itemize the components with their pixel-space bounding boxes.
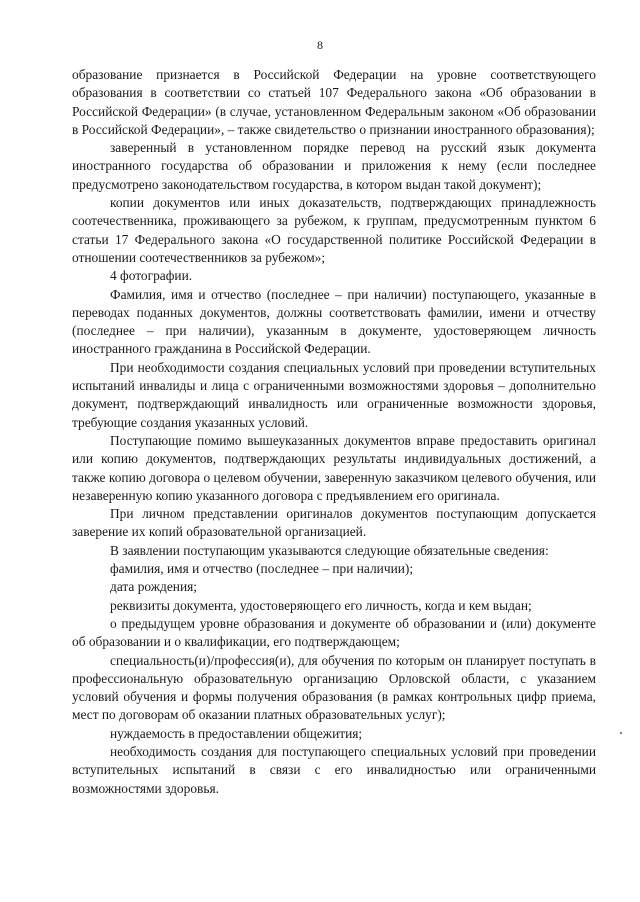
paragraph: заверенный в установленном порядке перевод на русский язык документа иностранного государства об образовании и приложения к нему (если последнее предусмотрено законодательством государства, в котором выдан такой документ); (72, 140, 596, 192)
paragraph: 4 фотографии. (110, 268, 193, 284)
paragraph: В заявлении поступающим указываются следующие обязательные сведения: (110, 542, 549, 558)
paragraph: Поступающие помимо вышеуказанных документов вправе предоставить оригинал или копию документов, подтверждающих результаты индивидуальных достижений, а также копию договора о целевом обучении, заверенную заказчиком целевого обучения, или незаверенную копию указанного договора с предъявлением его оригинала. (72, 432, 596, 503)
paragraph: реквизиты документа, удостоверяющего его личность, когда и кем выдан; (110, 597, 532, 613)
paragraph: Фамилия, имя и отчество (последнее – при наличии) поступающего, указанные в переводах поданных документов, должны соответствовать фамилии, имени и отчеству (последнее – при наличии), указанным в документе, удостоверяющем личность иностранного гражданина в Российской Федерации. (72, 286, 596, 357)
paragraph: При необходимости создания специальных условий при проведении вступительных испытаний инвалиды и лица с ограниченными возможностями здоровья – дополнительно документ, подтверждающий инвалидность или ограниченные возможности здоровья, требующие создания указанных условий. (72, 359, 596, 430)
paragraph: дата рождения; (110, 579, 197, 595)
paragraph: При личном представлении оригиналов документов поступающим допускается заверение их копий образовательной организацией. (72, 506, 596, 540)
paragraph: специальность(и)/профессия(и), для обучения по которым он планирует поступать в профессиональную образовательную организацию Орловской области, с указанием условий обучения и формы получения образования (в рамках контрольных цифр приема, мест по договорам об оказании платных образовательных услуг); (72, 652, 596, 723)
paragraph: образование признается в Российской Федерации на уровне соответствующего образования в соответствии со статьей 107 Федерального закона «Об образовании в Российской Федерации» (в случае, установленном Федеральным законом «Об образовании в Российской Федерации», – также свидетельство о признании иностранного образования); (72, 67, 596, 137)
page-number: 8 (317, 38, 323, 52)
document-body (72, 66, 596, 798)
paragraph: копии документов или иных доказательств, подтверждающих принадлежность соотечественника, проживающего за рубежом, к группам, предусмотренным пунктом 6 статьи 17 Федерального закона «О государственной политике Российской Федерации в отношении соотечественников за рубежом»; (72, 195, 596, 265)
paragraph: о предыдущем уровне образования и документе об образовании и (или) документе об образовании и о квалификации, его подтверждающем; (72, 615, 596, 650)
paragraph: фамилия, имя и отчество (последнее – при наличии); (110, 561, 414, 577)
paragraph: необходимость создания для поступающего специальных условий при проведении вступительных испытаний в связи с его инвалидностью или ограниченными возможностями здоровья. (72, 743, 596, 796)
scan-speck (620, 732, 622, 734)
paragraph: нуждаемость в предоставлении общежития; (110, 725, 363, 741)
